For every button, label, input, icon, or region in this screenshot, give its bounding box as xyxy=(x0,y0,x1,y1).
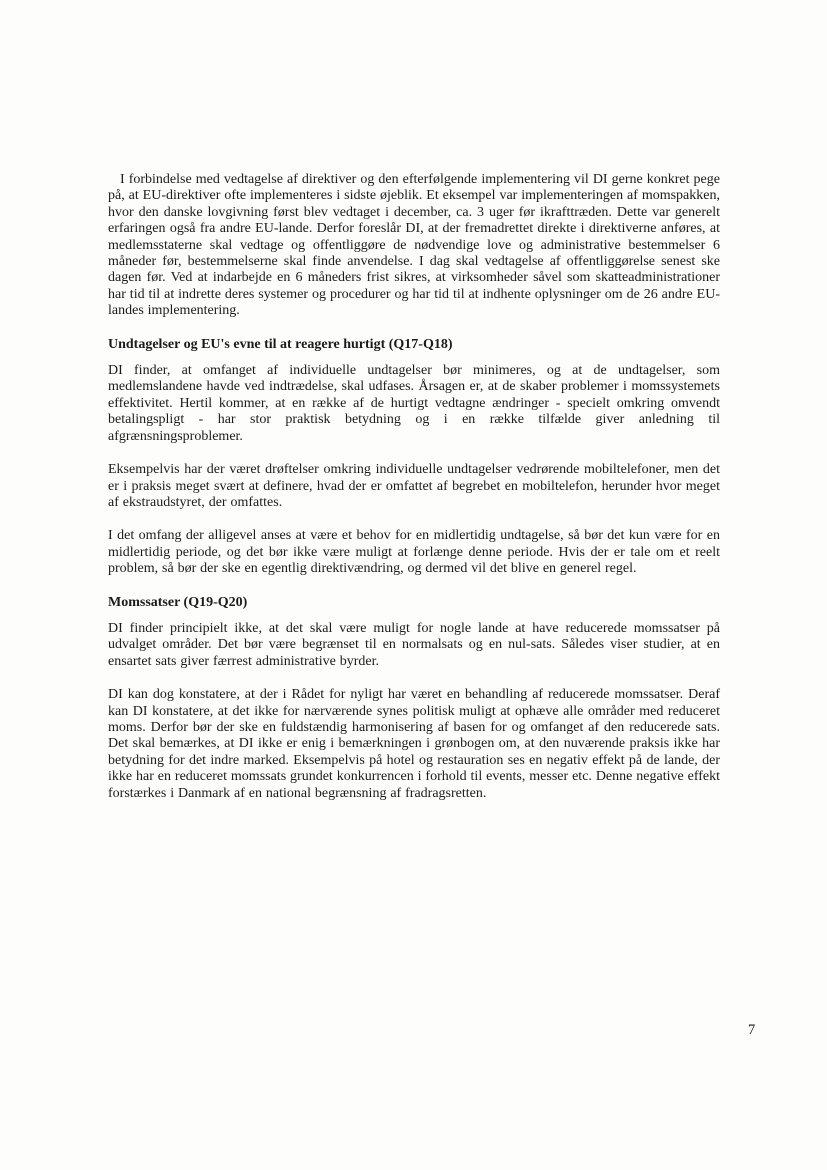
heading-exceptions: Undtagelser og EU's evne til at reagere hurtigt (Q17-Q18) xyxy=(108,336,453,352)
document-text-block xyxy=(108,172,720,819)
paragraph-exceptions-1: DI finder, at omfanget af individuelle undtagelser bør minimeres, og at de undtagelser, som medlemslandene havde ved indtrædelse, skal udfases. Årsagen er, at de skaber problemer i momssystemets effektivitet. Hertil kommer, at en række af de hurtigt vedtagne ændringer - specielt omkring omvendt betalingspligt - har stor praktisk betydning og i en række tilfælde giver anledning til afgrænsningsproblemer. xyxy=(108,363,720,444)
heading-vat-rates: Momssatser (Q19-Q20) xyxy=(108,594,248,610)
paragraph-implementation: I forbindelse med vedtagelse af direktiver og den efterfølgende implementering vil DI gerne konkret pege på, at EU-direktiver ofte implementeres i sidste øjeblik. Et eksempel var implementeringen af momspakken, hvor den danske lovgivning først blev vedtaget i december, ca. 3 uger før ikrafttræden. Dette var generelt erfaringen også fra andre EU-lande. Derfor foreslår DI, at der fremadrettet direkte i direktiverne anføres, at medlemsstaterne skal vedtage og offentliggøre de nødvendige love og administrative bestemmelser 6 måneder før, bestemmelserne skal finde anvendelse. I dag skal vedtagelse af offentliggørelse senest ske dagen før. Ved at indarbejde en 6 måneders frist sikres, at virksomheder såvel som skatteadministrationer har tid til at indrette deres systemer og procedurer og har tid til at indhente oplysninger om de 26 andre EU-landes implementering. xyxy=(108,172,720,319)
page-number: 7 xyxy=(748,1022,756,1038)
paragraph-exceptions-3: I det omfang der alligevel anses at være et behov for en midlertidig undtagelse, så bør det kun være for en midlertidig periode, og det bør ikke være muligt at forlænge denne periode. Hvis der er tale om et reelt problem, så bør der ske en egentlig direktivændring, og dermed vil det blive en generel regel. xyxy=(108,528,720,577)
paragraph-vat-rates-2: DI kan dog konstatere, at der i Rådet for nyligt har været en behandling af reducerede momssatser. Deraf kan DI konstatere, at det ikke for nærværende synes politisk muligt at ophæve alle områder med reduceret moms. Derfor bør der ske en fuldstændig harmonisering af basen for og omfanget af den reducerede sats. Det skal bemærkes, at DI ikke er enig i bemærkningen i grønbogen om, at den nuværende praksis ikke har betydning for det indre marked. Eksempelvis på hotel og restauration ses en negativ effekt på de lande, der ikke har en reduceret momssats grundet konkurrencen i forhold til events, messer etc. Denne negative effekt forstærkes i Danmark af en national begrænsning af fradragsretten. xyxy=(108,687,720,801)
paragraph-vat-rates-1: DI finder principielt ikke, at det skal være muligt for nogle lande at have reducerede momssatser på udvalget områder. Det bør være begrænset til en normalsats og en nul-sats. Således viser studier, at en ensartet sats giver færrest administrative byrder. xyxy=(108,620,720,669)
paragraph-exceptions-2: Eksempelvis har der været drøftelser omkring individuelle undtagelser vedrørende mobiltelefoner, men det er i praksis meget svært at definere, hvad der er omfattet af begrebet en mobiltelefon, herunder hvor meget af ekstraudstyret, der omfattes. xyxy=(108,462,720,510)
